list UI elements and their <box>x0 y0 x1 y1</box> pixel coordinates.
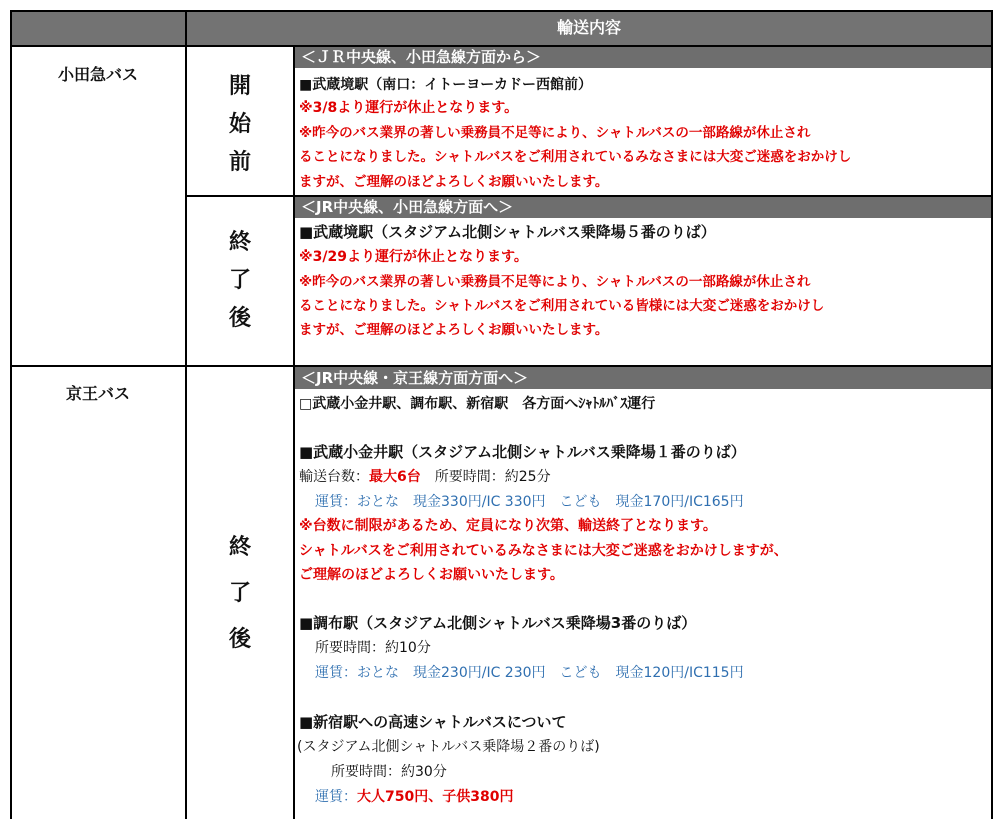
border-line <box>186 195 993 197</box>
note-line: ※昨今のバス業界の著しい乗務員不足等により、シャトルバスの一部路線が休止され <box>299 274 811 290</box>
border-line <box>185 10 187 819</box>
station-title: ■新宿駅への高速シャトルバスについて <box>299 713 567 731</box>
fare-line: 運賃：おとな 現金230円/IC 230円 こども 現金120円/IC115円 <box>315 665 744 681</box>
station-title: ■調布駅（スタジアム北側シャトルバス乗降場3番のりば） <box>299 614 697 632</box>
note-line: ますが、ご理解のほどよろしくお願いいたします。 <box>299 174 609 190</box>
note-line: ※台数に制限があるため、定員になり次第、輸送終了となります。 <box>299 518 717 534</box>
direction-bar: ＜JR中央線・京王線方面方面へ＞ <box>295 367 992 389</box>
phase-before-odakyu <box>186 68 294 182</box>
phase-char: 後 <box>228 627 251 652</box>
phase-char: 後 <box>228 306 251 331</box>
phase-char: 了 <box>228 581 251 606</box>
border-line <box>10 10 12 819</box>
border-line <box>10 10 993 12</box>
phase-after-odakyu <box>186 224 294 338</box>
company-keio: 京王バス <box>65 384 130 403</box>
note-line: ることになりました。シャトルバスをご利用されている皆様には大変ご迷惑をおかけし <box>299 298 825 314</box>
travel-time: 所要時間：約10分 <box>315 640 431 656</box>
border-line <box>10 45 993 47</box>
keio-content <box>295 367 992 819</box>
note-line: ますが、ご理解のほどよろしくお願いいたします。 <box>299 322 609 338</box>
summary-line: □武蔵小金井駅、調布駅、新宿駅 各方面へｼｬﾄﾙﾊﾞｽ運行 <box>299 396 656 412</box>
header-left-cell <box>10 10 186 46</box>
note-line: シャトルバスをご利用されているみなさまには大変ご迷惑をおかけしますが、 <box>299 543 788 559</box>
direction-bar: ＜ＪＲ中央線、小田急線方面から＞ <box>295 46 992 68</box>
station-title: ■武蔵境駅（南口：イトーヨーカドー西館前） <box>299 77 592 93</box>
fare-line <box>315 787 513 807</box>
phase-char: 開 <box>228 74 251 99</box>
fare-line: 運賃：おとな 現金330円/IC 330円 こども 現金170円/IC165円 <box>315 494 744 510</box>
capacity-line <box>299 467 551 487</box>
phase-char: 前 <box>228 150 251 175</box>
suspend-notice: ※3/8より運行が休止となります。 <box>299 100 519 116</box>
header-title: 輸送内容 <box>186 10 992 46</box>
travel-time: 所要時間：約30分 <box>331 764 447 780</box>
border-line <box>293 46 295 819</box>
phase-after-keio <box>186 525 294 663</box>
phase-char: 了 <box>228 268 251 293</box>
fare-value: 大人750円、子供380円 <box>357 789 514 805</box>
note-line: ※昨今のバス業界の著しい乗務員不足等により、シャトルバスの一部路線が休止され <box>299 125 811 141</box>
travel-time: 所要時間：約25分 <box>420 469 551 485</box>
phase-char: 始 <box>228 112 251 137</box>
note-line: ご理解のほどよろしくお願いいたします。 <box>299 567 564 583</box>
station-title: ■武蔵境駅（スタジアム北側シャトルバス乗降場５番のりば） <box>299 223 716 241</box>
border-line <box>991 10 993 819</box>
capacity-value: 最大6台 <box>369 469 421 485</box>
phase-char: 終 <box>228 230 251 255</box>
company-odakyu: 小田急バス <box>57 65 138 84</box>
fare-label: 運賃： <box>315 789 357 805</box>
border-line <box>10 365 993 367</box>
suspend-notice: ※3/29より運行が休止となります。 <box>299 249 528 265</box>
station-title: ■武蔵小金井駅（スタジアム北側シャトルバス乗降場１番のりば） <box>299 443 746 461</box>
note-line: ることになりました。シャトルバスをご利用されているみなさまには大変ご迷惑をおかけし <box>299 149 852 165</box>
capacity-label: 輸送台数： <box>299 469 369 485</box>
boarding-place: (スタジアム北側シャトルバス乗降場２番のりば) <box>297 739 600 755</box>
direction-bar: ＜JR中央線、小田急線方面へ＞ <box>295 196 992 218</box>
odakyu-before-content <box>295 46 992 195</box>
phase-char: 終 <box>228 535 251 560</box>
odakyu-after-content <box>295 196 992 366</box>
